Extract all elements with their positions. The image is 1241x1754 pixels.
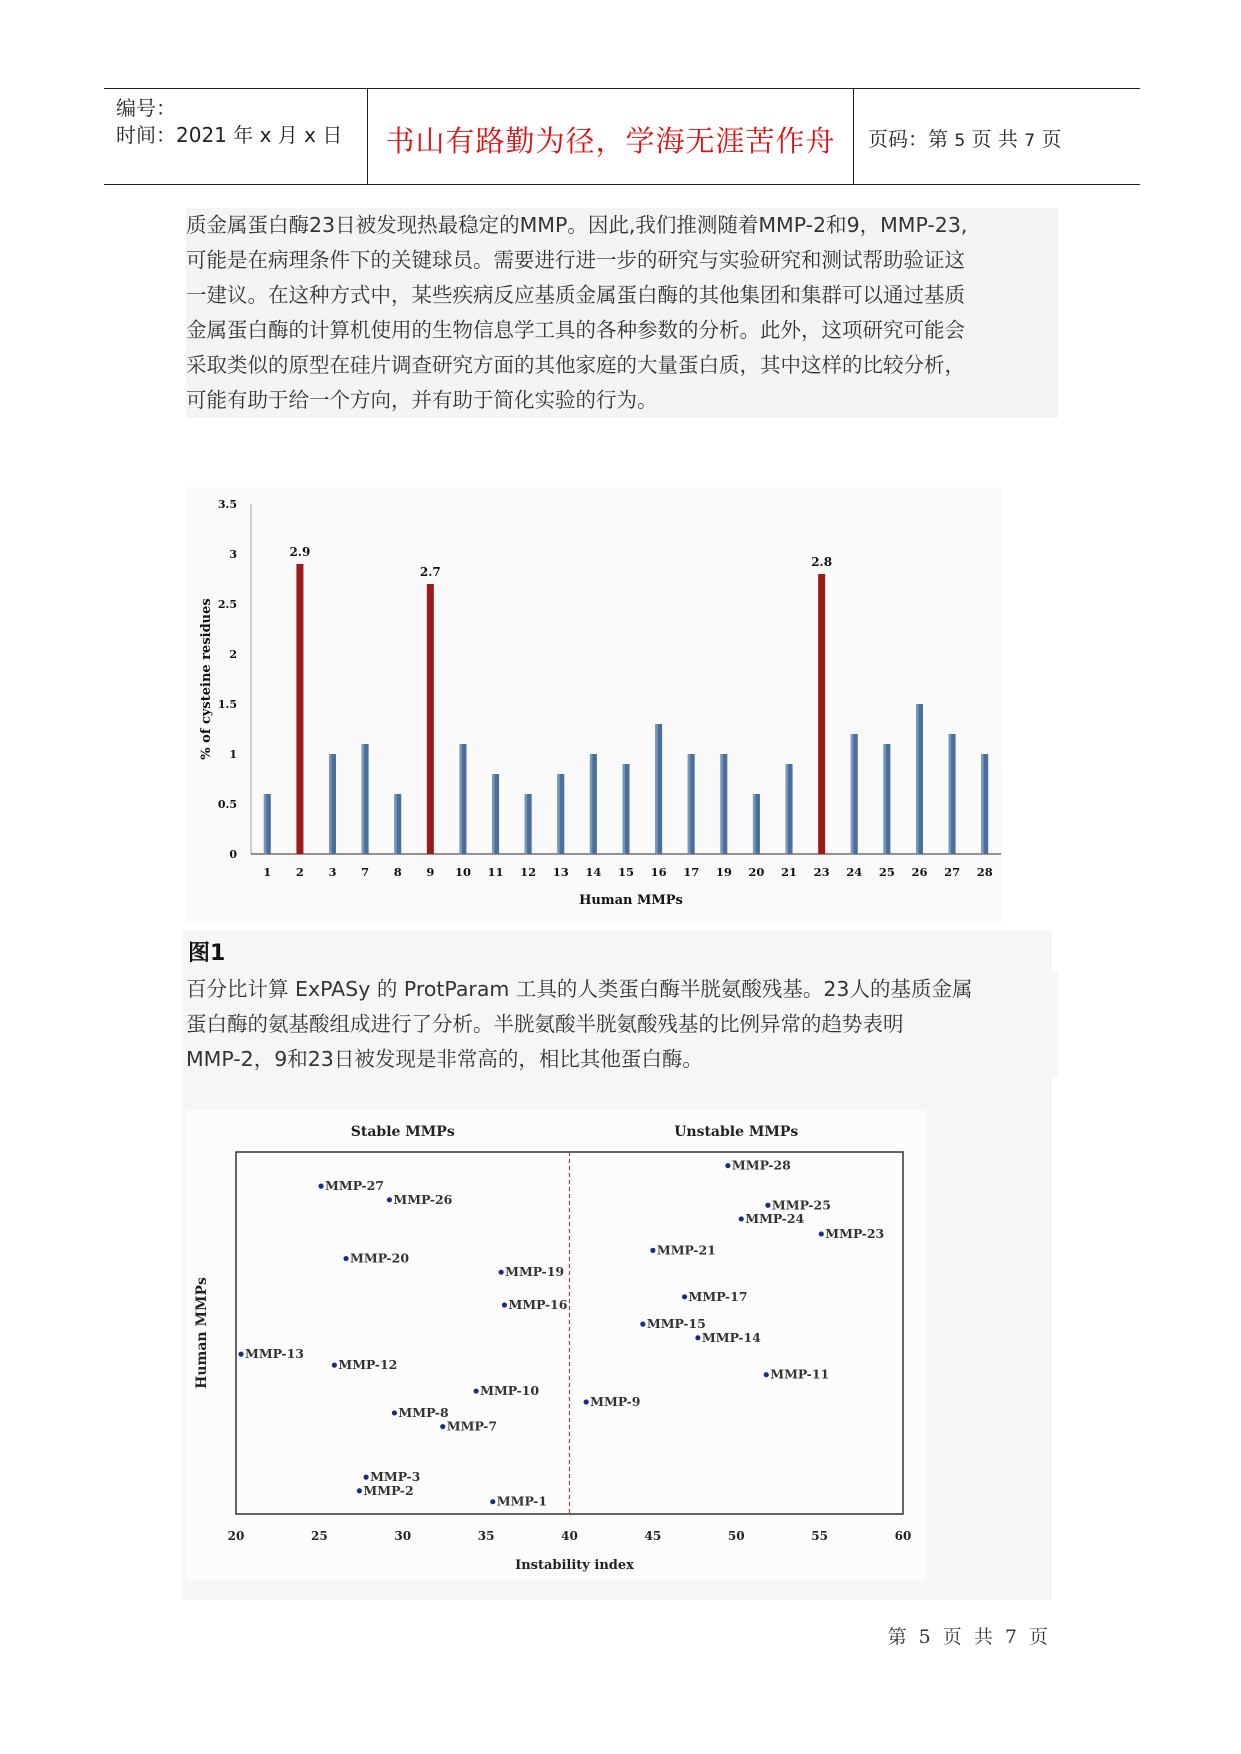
document-number-label: 编号：	[116, 96, 176, 120]
y-axis-title: % of cysteine residues	[199, 598, 214, 760]
x-tick-label: 60	[894, 1529, 912, 1543]
bar-highlight-strip	[688, 754, 691, 854]
paragraph-line: 可能是在病理条件下的关键球员。需要进行进一步的研究与实验研究和测试帮助验证这	[186, 248, 965, 272]
x-tick-label: 50	[727, 1529, 745, 1543]
point-label: MMP-28	[731, 1157, 791, 1173]
point-label: MMP-10	[480, 1383, 540, 1399]
x-tick-label: 8	[393, 865, 402, 879]
header-page-cell	[854, 89, 1140, 184]
bar	[427, 584, 434, 854]
caption-line: 百分比计算 ExPASy 的 ProtParam 工具的人类蛋白酶半胱氨酸残基。23人的基质金属	[186, 977, 973, 1001]
x-tick-label: 25	[311, 1529, 328, 1543]
y-axis-title: Human MMPs	[194, 1277, 210, 1389]
bar-highlight-strip	[492, 774, 495, 854]
y-tick-label: 1.5	[217, 698, 237, 711]
scatter-chart-svg	[186, 1110, 926, 1580]
x-tick-label: 55	[811, 1529, 828, 1543]
bar-highlight-strip	[949, 734, 952, 854]
x-axis-title: Human MMPs	[579, 893, 683, 908]
point-label: MMP-23	[825, 1225, 885, 1241]
point-label: MMP-25	[771, 1197, 831, 1213]
point-label: MMP-21	[656, 1242, 716, 1258]
point-label: MMP-24	[745, 1210, 805, 1226]
bar-highlight-strip	[786, 764, 789, 854]
page-current: 5	[954, 131, 966, 151]
y-tick-label: 0.5	[217, 798, 237, 811]
x-tick-label: 13	[552, 865, 569, 879]
cysteine-bar-chart	[186, 487, 1002, 923]
page-label-post: 页	[1035, 127, 1062, 151]
scatter-point	[725, 1163, 730, 1168]
bar-data-label: 2.9	[289, 545, 311, 559]
scatter-point	[332, 1363, 337, 1368]
paragraph-line: 一建议。在这种方式中，某些疾病反应基质金属蛋白酶的其他集团和集群可以通过基质	[186, 283, 965, 307]
x-tick-label: 26	[911, 865, 928, 879]
paragraph-line: 采取类似的原型在硅片调查研究方面的其他家庭的大量蛋白质，其中这样的比较分析，	[186, 353, 965, 377]
x-tick-label: 27	[944, 865, 961, 879]
scatter-point	[387, 1197, 392, 1202]
scatter-point	[682, 1294, 687, 1299]
caption-line: MMP-2，9和23日被发现是非常高的，相比其他蛋白酶。	[186, 1047, 703, 1071]
point-label: MMP-7	[446, 1418, 498, 1434]
x-tick-label: 14	[585, 865, 602, 879]
region-label-stable: Stable MMPs	[350, 1124, 455, 1140]
scatter-point	[499, 1270, 504, 1275]
y-tick-label: 1	[229, 748, 237, 761]
scatter-point	[490, 1499, 495, 1504]
figure-caption	[186, 972, 1058, 1077]
x-tick-label: 3	[328, 865, 337, 879]
x-tick-label: 25	[878, 865, 895, 879]
point-label: MMP-15	[646, 1316, 706, 1332]
x-axis-title: Instability index	[515, 1558, 634, 1573]
scatter-point	[502, 1302, 507, 1307]
point-label: MMP-9	[590, 1393, 641, 1409]
x-tick-label: 9	[426, 865, 435, 879]
x-tick-label: 19	[715, 865, 732, 879]
scatter-point	[584, 1399, 589, 1404]
bar-highlight-strip	[362, 744, 365, 854]
x-tick-label: 20	[227, 1529, 245, 1543]
point-label: MMP-8	[398, 1404, 449, 1420]
document-time-label: 时间：2021 年 x 月 x 日	[116, 123, 343, 147]
x-tick-label: 23	[813, 865, 830, 879]
point-label: MMP-16	[508, 1296, 568, 1312]
header-motto: 书山有路勤为径，学海无涯苦作舟	[385, 124, 836, 158]
x-tick-label: 21	[781, 865, 798, 879]
page-label-pre: 页码：第	[868, 127, 955, 151]
paragraph-line: 质金属蛋白酶23日被发现热最稳定的MMP。因此,我们推测随着MMP-2和9，MMP-23,	[186, 213, 968, 237]
scatter-point	[819, 1231, 824, 1236]
x-tick-label: 16	[650, 865, 667, 879]
x-tick-label: 12	[520, 865, 537, 879]
instability-scatter-chart	[186, 1110, 926, 1580]
scatter-point	[474, 1388, 479, 1393]
x-tick-label: 40	[561, 1529, 578, 1543]
region-label-unstable: Unstable MMPs	[674, 1124, 799, 1140]
scatter-point	[357, 1488, 362, 1493]
paragraph-line: 可能有助于给一个方向，并有助于简化实验的行为。	[186, 388, 658, 412]
point-label: MMP-17	[688, 1288, 748, 1304]
bar-highlight-strip	[394, 794, 397, 854]
scatter-point	[392, 1410, 397, 1415]
bar-chart-svg	[186, 487, 1002, 923]
point-label: MMP-19	[505, 1264, 565, 1280]
page-footer: 第 5 页 共 7 页	[887, 1626, 1051, 1648]
bar-highlight-strip	[623, 764, 626, 854]
paragraph-line: 金属蛋白酶的计算机使用的生物信息学工具的各种参数的分析。此外，这项研究可能会	[186, 318, 965, 342]
figure-label: 图1	[188, 941, 226, 966]
x-tick-label: 20	[748, 865, 765, 879]
y-tick-label: 3	[229, 548, 237, 561]
bar-highlight-strip	[916, 704, 919, 854]
y-tick-label: 2	[229, 648, 237, 661]
x-tick-label: 15	[617, 865, 635, 879]
bar-highlight-strip	[753, 794, 756, 854]
scatter-point	[343, 1256, 348, 1261]
scatter-point	[739, 1216, 744, 1221]
point-label: MMP-26	[393, 1191, 453, 1207]
point-label: MMP-13	[245, 1346, 304, 1362]
bar-highlight-strip	[981, 754, 984, 854]
point-label: MMP-3	[370, 1469, 421, 1485]
scatter-point	[640, 1322, 645, 1327]
y-tick-label: 3.5	[217, 498, 237, 511]
scatter-point	[238, 1352, 243, 1357]
x-tick-label: 45	[644, 1529, 662, 1543]
scatter-point	[318, 1184, 323, 1189]
header-page-indicator	[868, 123, 1061, 152]
scatter-point	[695, 1335, 700, 1340]
bar-data-label: 2.7	[419, 565, 441, 579]
bar-highlight-strip	[720, 754, 723, 854]
page-header	[104, 88, 1140, 185]
bar-highlight-strip	[883, 744, 886, 854]
point-label: MMP-2	[363, 1482, 414, 1498]
x-tick-label: 30	[394, 1529, 412, 1543]
bar-highlight-strip	[590, 754, 593, 854]
x-tick-label: 28	[976, 865, 993, 879]
bar-highlight-strip	[525, 794, 528, 854]
point-label: MMP-27	[325, 1178, 385, 1194]
bar-highlight-strip	[329, 754, 332, 854]
scatter-point	[363, 1475, 368, 1480]
bar	[296, 564, 303, 854]
point-label: MMP-20	[350, 1250, 410, 1266]
x-tick-label: 2	[295, 865, 304, 879]
bar	[818, 574, 825, 854]
bar-data-label: 2.8	[811, 555, 833, 569]
scatter-point	[765, 1203, 770, 1208]
point-label: MMP-12	[338, 1357, 398, 1373]
scatter-point	[440, 1424, 445, 1429]
header-motto-cell	[368, 89, 854, 184]
scatter-point	[650, 1248, 655, 1253]
point-label: MMP-14	[701, 1329, 761, 1345]
body-paragraph-1	[186, 208, 1058, 418]
bar-highlight-strip	[459, 744, 462, 854]
y-tick-label: 2.5	[217, 598, 237, 611]
page-label-mid: 页 共	[965, 127, 1025, 151]
bar-highlight-strip	[264, 794, 267, 854]
x-tick-label: 24	[846, 865, 863, 879]
x-tick-label: 10	[454, 865, 471, 879]
page-total: 7	[1024, 131, 1036, 151]
x-tick-label: 7	[361, 865, 370, 879]
point-label: MMP-1	[496, 1493, 548, 1509]
point-label: MMP-11	[770, 1366, 830, 1382]
bar-highlight-strip	[557, 774, 560, 854]
y-tick-label: 0	[229, 848, 237, 861]
header-info-cell	[104, 89, 368, 184]
x-tick-label: 1	[263, 865, 272, 879]
bar-highlight-strip	[851, 734, 854, 854]
x-tick-label: 17	[683, 865, 700, 879]
caption-line: 蛋白酶的氨基酸组成进行了分析。半胱氨酸半胱氨酸残基的比例异常的趋势表明	[186, 1012, 904, 1036]
scatter-point	[764, 1372, 769, 1377]
bar-highlight-strip	[655, 724, 658, 854]
x-tick-label: 35	[477, 1529, 495, 1543]
x-tick-label: 11	[487, 865, 504, 879]
